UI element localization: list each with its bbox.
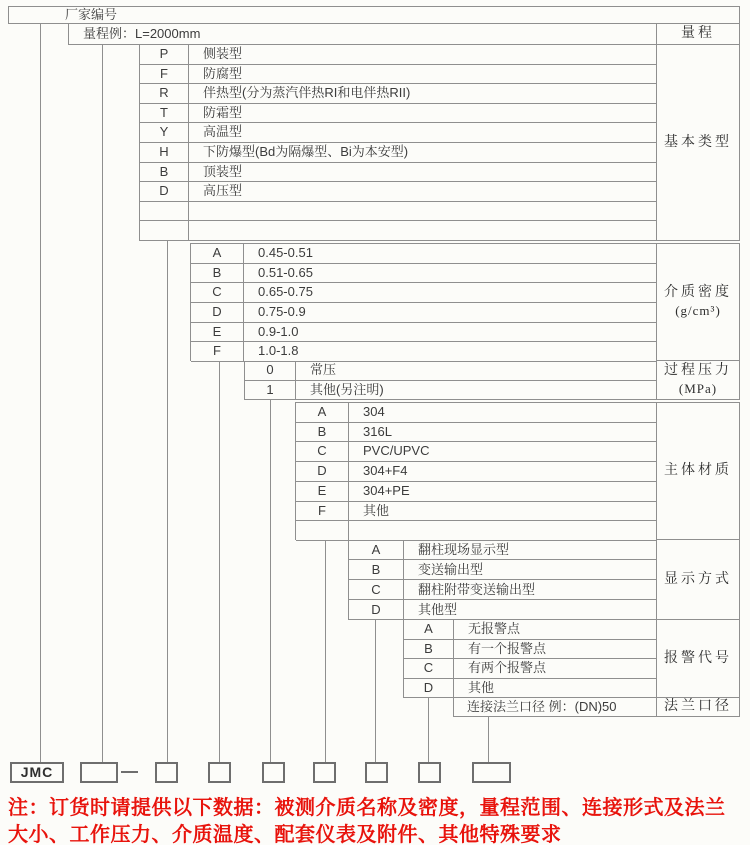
spec-desc-cell: 高温型	[203, 124, 243, 140]
spec-code-cell: 1	[245, 381, 296, 400]
leader-basic-type	[167, 241, 168, 762]
spec-table-basic-type	[139, 45, 657, 241]
spec-row	[349, 600, 656, 620]
flange-size-row	[453, 698, 657, 717]
spec-code-cell: B	[191, 264, 244, 283]
spec-row	[296, 521, 656, 541]
spec-code-cell: C	[349, 580, 404, 599]
spec-desc-cell: 下防爆型(Bd为隔爆型、Bi为本安型)	[203, 143, 409, 159]
spec-desc-cell: 0.9-1.0	[258, 323, 299, 339]
spec-row	[404, 620, 656, 640]
spec-desc-cell: 高压型	[203, 183, 243, 199]
spec-row	[349, 580, 656, 600]
spec-desc-cell: 其他(另注明)	[310, 381, 384, 397]
spec-desc-cell: 有一个报警点	[468, 640, 547, 656]
range-example-text: 量程例：L=2000mm	[83, 26, 201, 41]
section-label-text: 过程压力	[664, 363, 732, 378]
model-prefix-text: JMC	[20, 764, 54, 780]
spec-row	[296, 462, 656, 482]
spec-desc-cell: 304+F4	[363, 463, 408, 479]
spec-row	[296, 403, 656, 423]
spec-row	[349, 540, 656, 560]
leader-medium-density	[219, 361, 220, 762]
spec-desc-cell: 防霜型	[203, 104, 243, 120]
range-example-row	[68, 24, 657, 45]
flange-label-text: 法兰口径	[664, 699, 732, 714]
code-box-medium-density	[208, 762, 231, 783]
spec-desc-cell: 0.75-0.9	[258, 303, 306, 319]
spec-desc-cell	[349, 521, 656, 540]
section-label-text: 报警代号	[664, 650, 732, 666]
spec-code-cell	[140, 202, 189, 221]
spec-table-medium-density	[190, 243, 657, 361]
code-box-body-material	[313, 762, 336, 783]
spec-desc-cell: 翻柱附带变送输出型	[418, 582, 536, 597]
spec-desc-cell: 0.45-0.51	[258, 245, 313, 260]
section-label-text: 主体材质	[664, 463, 732, 478]
section-label-text: (MPa)	[678, 381, 718, 396]
spec-row	[296, 423, 656, 443]
spec-desc-cell: 其他	[468, 679, 495, 695]
spec-code-cell: B	[349, 560, 404, 579]
spec-desc-cell	[189, 202, 656, 221]
spec-row	[191, 323, 656, 343]
section-label-alarm-code	[657, 620, 740, 698]
leader-range	[102, 45, 103, 762]
spec-code-cell: D	[404, 679, 454, 698]
section-label-medium-density	[657, 243, 740, 361]
model-code-dash	[121, 771, 138, 773]
section-label-basic-type	[657, 45, 740, 241]
section-label-text: 基本类型	[664, 134, 732, 150]
spec-code-cell: B	[140, 163, 189, 182]
spec-row	[140, 104, 656, 124]
spec-code-cell	[296, 521, 349, 540]
spec-table-display-mode	[348, 540, 657, 620]
section-label-process-pressure	[657, 361, 740, 400]
code-box-flange-size	[472, 762, 511, 783]
spec-code-cell: D	[191, 303, 244, 322]
spec-code-cell: A	[296, 403, 349, 422]
spec-row	[191, 303, 656, 323]
spec-desc-cell: 顶装型	[203, 163, 243, 179]
spec-code-cell: B	[404, 640, 454, 659]
spec-desc-cell: 常压	[310, 362, 337, 377]
spec-code-cell: H	[140, 143, 189, 162]
spec-row	[140, 123, 656, 143]
code-box-basic-type	[155, 762, 178, 783]
code-box-alarm-code	[418, 762, 441, 783]
spec-desc-cell: 伴热型(分为蒸汽伴热RI和电伴热RII)	[203, 85, 411, 101]
leader-process-pressure	[270, 400, 271, 762]
spec-row	[245, 361, 656, 381]
spec-row	[296, 442, 656, 462]
spec-code-cell: C	[296, 442, 349, 461]
spec-table-alarm-code	[403, 620, 657, 698]
section-label-flange-size	[657, 698, 740, 717]
spec-desc-cell: 侧装型	[203, 46, 243, 61]
spec-code-cell	[140, 221, 189, 240]
code-box-range	[80, 762, 118, 783]
spec-row	[140, 45, 656, 65]
spec-desc-cell: 其他型	[418, 602, 458, 617]
spec-code-cell: F	[296, 502, 349, 521]
spec-code-cell: A	[404, 620, 454, 639]
spec-code-cell: T	[140, 104, 189, 123]
section-label-text: 显示方式	[664, 571, 732, 587]
order-note-line1: 注：订货时请提供以下数据：被测介质名称及密度，量程范围、连接形式及法兰	[8, 797, 726, 819]
spec-desc-cell: 1.0-1.8	[258, 343, 299, 359]
spec-desc-cell	[189, 221, 656, 240]
section-label-display-mode	[657, 540, 740, 620]
spec-code-cell: Y	[140, 123, 189, 142]
leader-vendor-code	[40, 24, 41, 762]
spec-desc-cell: 0.51-0.65	[258, 264, 313, 280]
spec-code-cell: B	[296, 423, 349, 442]
range-label-text: 量程	[681, 26, 715, 41]
code-box-process-pressure	[262, 762, 285, 783]
spec-row	[191, 342, 656, 362]
spec-row	[296, 482, 656, 502]
spec-desc-cell: 有两个报警点	[468, 660, 547, 675]
spec-row	[245, 381, 656, 401]
spec-code-cell: F	[191, 342, 244, 361]
model-prefix-box	[10, 762, 64, 783]
spec-desc-cell: PVC/UPVC	[363, 443, 430, 459]
spec-row	[404, 679, 656, 699]
spec-table-body-material	[295, 402, 657, 540]
code-box-display-mode	[365, 762, 388, 783]
spec-row	[404, 659, 656, 679]
spec-row	[191, 244, 656, 264]
spec-code-cell: A	[349, 540, 404, 559]
spec-row	[296, 502, 656, 522]
spec-code-cell: E	[296, 482, 349, 501]
spec-row	[140, 202, 656, 222]
spec-row	[191, 264, 656, 284]
spec-code-cell: D	[140, 182, 189, 201]
spec-code-cell: R	[140, 84, 189, 103]
spec-code-cell: P	[140, 45, 189, 64]
section-label-text: 介质密度	[664, 285, 732, 300]
section-label-range	[657, 24, 740, 45]
section-label-body-material	[657, 402, 740, 540]
spec-table-process-pressure	[244, 361, 657, 400]
spec-desc-cell: 防腐型	[203, 65, 243, 81]
spec-code-cell: C	[191, 283, 244, 302]
spec-desc-cell: 0.65-0.75	[258, 284, 313, 300]
spec-code-cell: E	[191, 323, 244, 342]
leader-flange-size	[488, 717, 489, 762]
spec-row	[140, 163, 656, 183]
spec-row	[140, 143, 656, 163]
flange-size-text: 连接法兰口径 例：(DN)50	[467, 699, 617, 714]
spec-desc-cell: 变送输出型	[418, 562, 484, 577]
spec-row	[191, 283, 656, 303]
vendor-code-label: 厂家编号	[65, 7, 118, 22]
leader-alarm-code	[428, 698, 429, 762]
spec-desc-cell: 无报警点	[468, 621, 521, 636]
spec-desc-cell: 翻柱现场显示型	[418, 542, 510, 557]
spec-desc-cell: 304+PE	[363, 482, 410, 498]
leader-body-material	[325, 540, 326, 762]
spec-desc-cell: 304	[363, 404, 385, 419]
spec-code-cell: F	[140, 65, 189, 84]
spec-code-cell: D	[349, 600, 404, 619]
vendor-code-row	[8, 6, 740, 24]
spec-row	[404, 640, 656, 660]
spec-row	[140, 65, 656, 85]
spec-code-cell: 0	[245, 361, 296, 380]
spec-code-cell: D	[296, 462, 349, 481]
order-note-line2: 大小、工作压力、介质温度、配套仪表及附件、其他特殊要求	[8, 824, 562, 845]
spec-code-cell: A	[191, 244, 244, 263]
spec-row	[349, 560, 656, 580]
spec-row	[140, 182, 656, 202]
spec-row	[140, 84, 656, 104]
spec-desc-cell: 其他	[363, 502, 390, 518]
spec-row	[140, 221, 656, 241]
leader-display-mode	[375, 620, 376, 762]
spec-desc-cell: 316L	[363, 423, 392, 439]
section-label-text: (g/cm³)	[675, 303, 721, 318]
spec-code-cell: C	[404, 659, 454, 678]
